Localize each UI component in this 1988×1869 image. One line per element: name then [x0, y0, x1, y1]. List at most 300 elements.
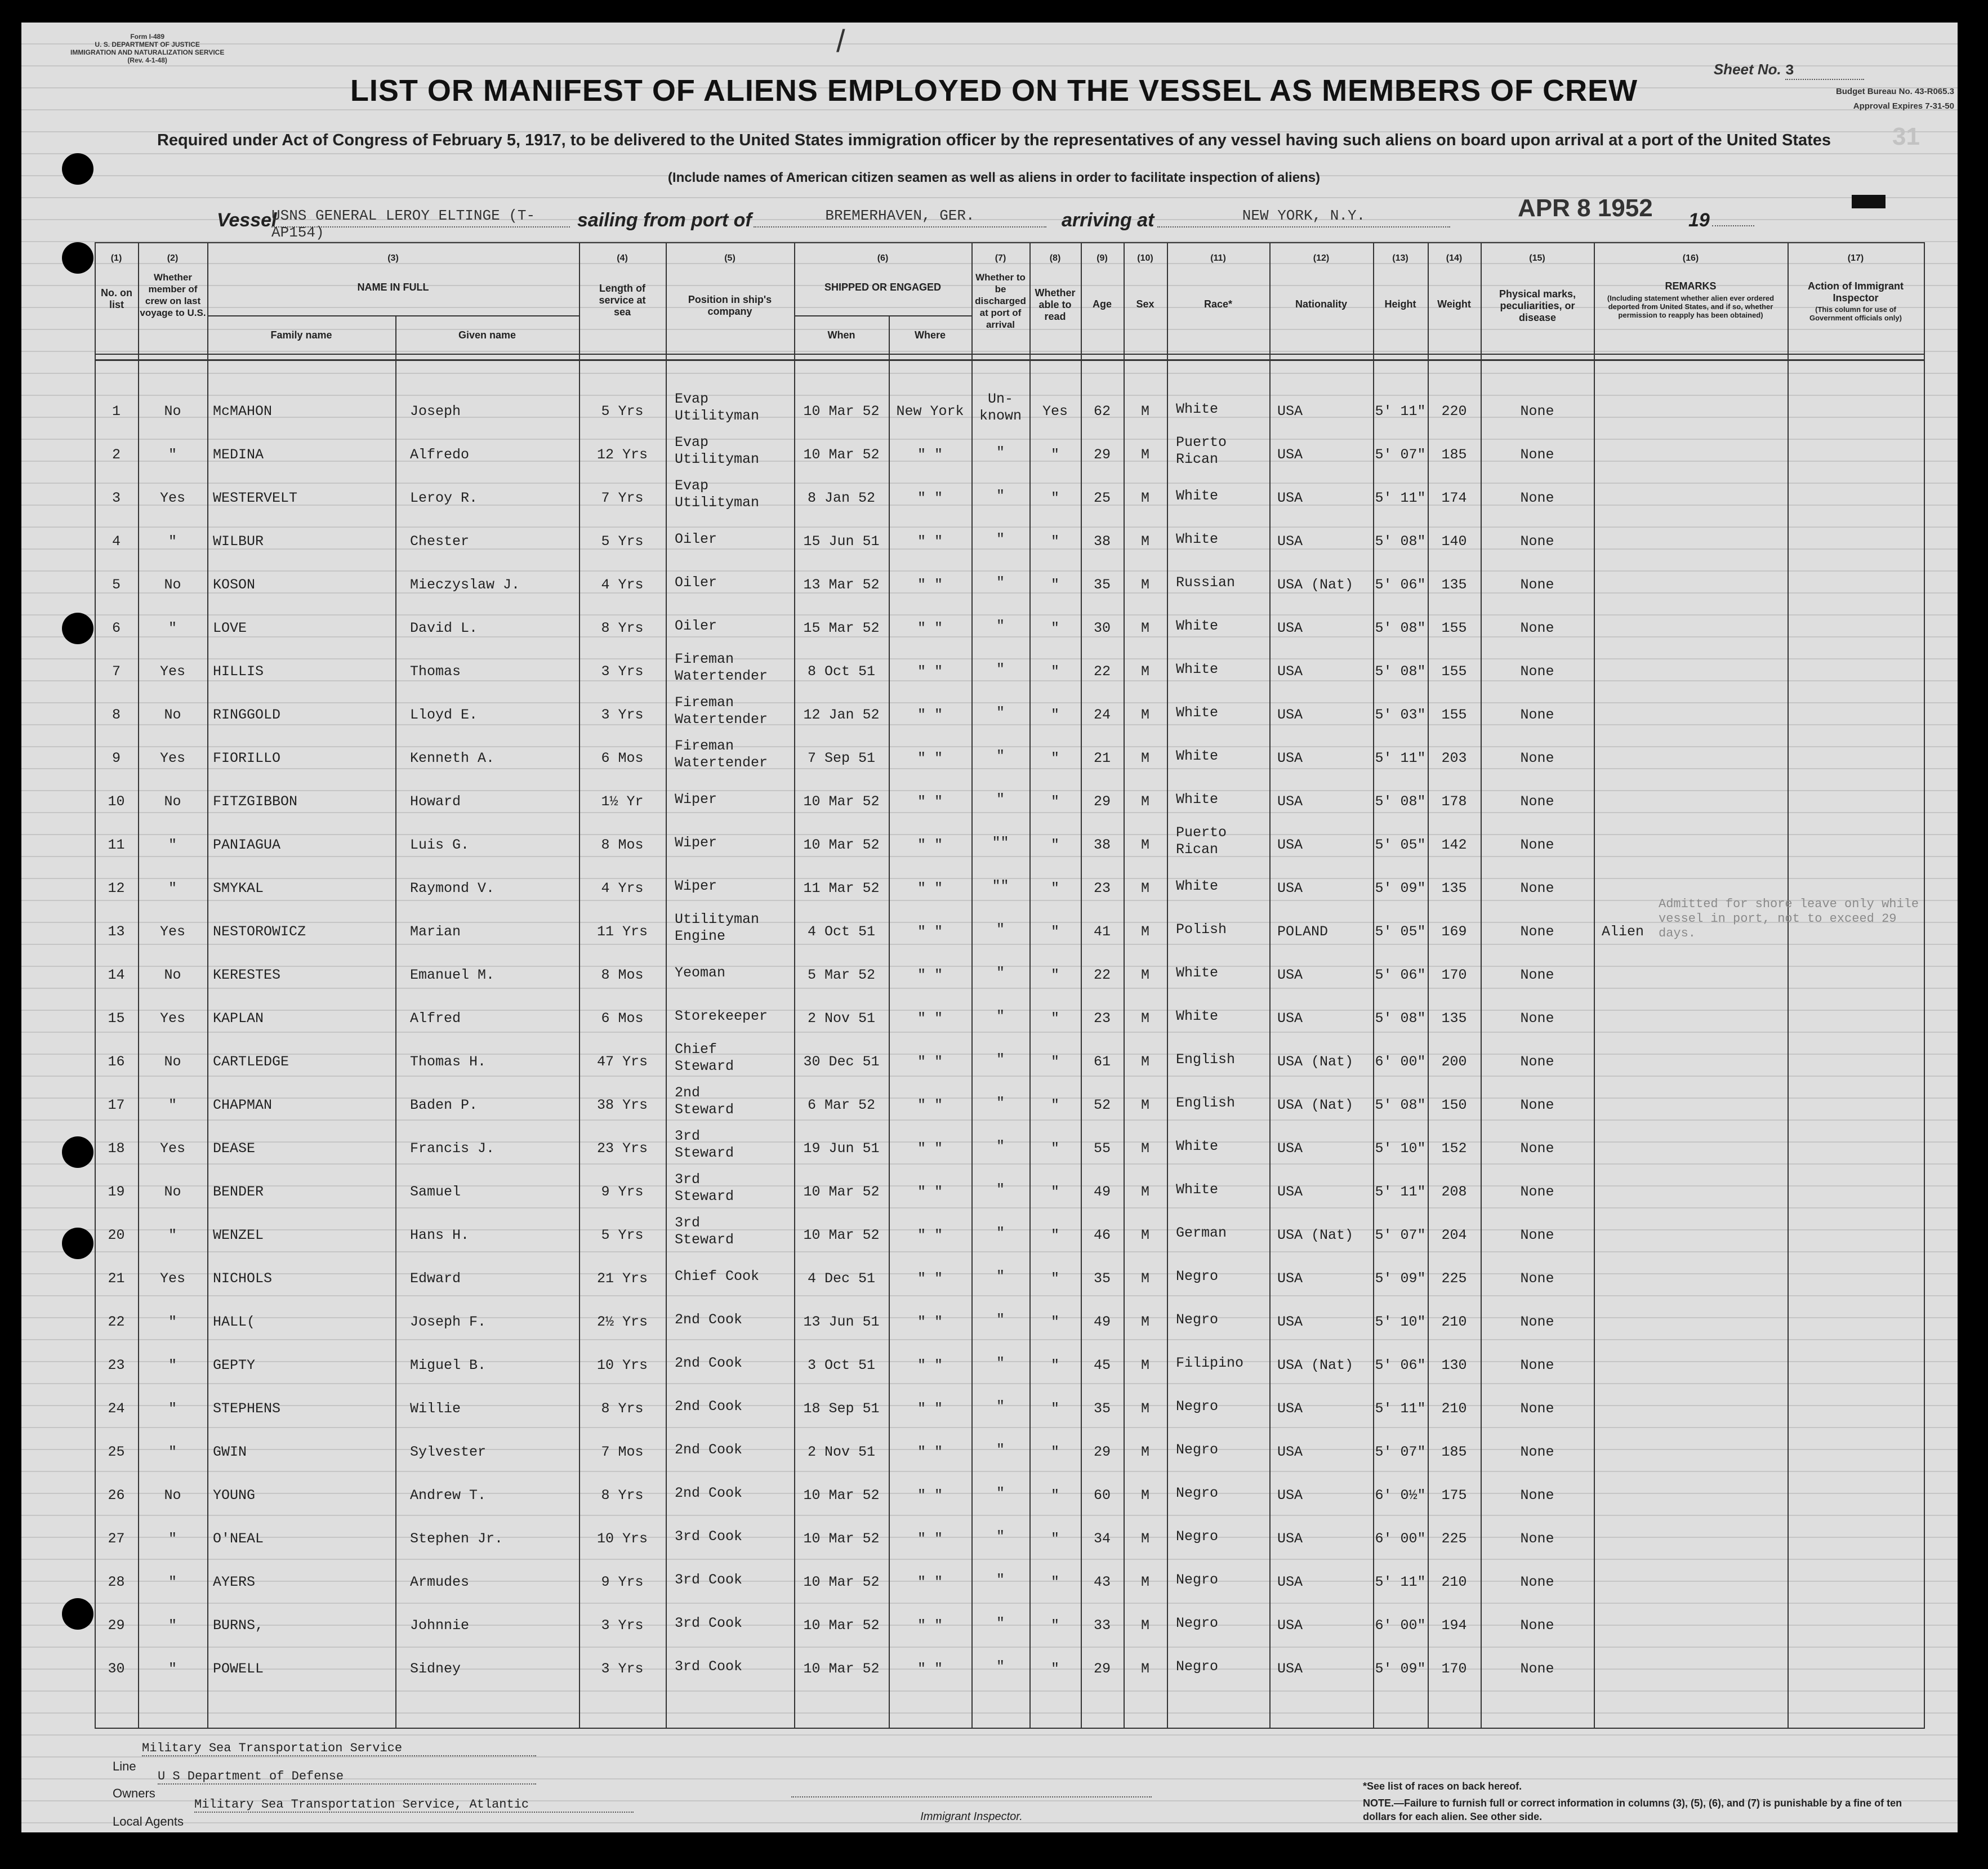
cell-family: WENZEL: [213, 1227, 264, 1243]
cell-given: Mieczyslaw J.: [410, 577, 520, 593]
cell-read: ": [1050, 663, 1059, 680]
table-row: [95, 952, 1925, 996]
cell-no: 4: [112, 533, 121, 550]
col-no-header: No. on list: [101, 287, 132, 310]
cell-height: 6' 00": [1375, 1054, 1426, 1070]
cell-when: 11 Mar 52: [803, 880, 880, 896]
cell-when: 10 Mar 52: [803, 1574, 880, 1590]
cell-nat: USA: [1277, 1314, 1303, 1330]
cell-read: ": [1050, 1097, 1059, 1113]
col-action-subheader: (This column for use of Government officials only): [1809, 305, 1902, 322]
cell-disch: ": [996, 748, 1005, 764]
cell-no: 9: [112, 750, 121, 766]
line-label: Line: [113, 1759, 136, 1773]
cell-when: 4 Dec 51: [807, 1270, 876, 1287]
table-row: [95, 432, 1925, 475]
cell-age: 23: [1093, 1010, 1111, 1027]
cell-when: 10 Mar 52: [803, 1227, 880, 1243]
cell-height: 5' 10": [1375, 1314, 1426, 1330]
cell-service: 9 Yrs: [601, 1574, 644, 1590]
cell-read: ": [1050, 1054, 1059, 1070]
col-read-header: Whether able to read: [1035, 287, 1076, 322]
cell-where: " ": [917, 1054, 943, 1070]
cell-age: 35: [1093, 1400, 1111, 1417]
cell-when: 10 Mar 52: [803, 1487, 880, 1504]
cell-weight: 170: [1441, 1661, 1467, 1677]
binder-hole: [62, 1136, 93, 1168]
cell-family: HILLIS: [213, 663, 264, 680]
col-discharge-header: Whether to be discharged at port of arrival: [975, 272, 1026, 330]
cell-nat: USA: [1277, 1140, 1303, 1157]
cell-race: Negro: [1176, 1268, 1219, 1284]
cell-given: Stephen Jr.: [410, 1531, 503, 1547]
cell-height: 5' 08": [1375, 663, 1426, 680]
cell-height: 5' 11": [1375, 1184, 1426, 1200]
cell-height: 5' 08": [1375, 1010, 1426, 1027]
col-crew-header: Whether member of crew on last voyage to U.S.: [140, 272, 206, 318]
cell-crew: ": [168, 620, 177, 636]
cell-no: 23: [108, 1357, 125, 1373]
cell-sex: M: [1140, 1140, 1149, 1157]
cell-crew: No: [164, 403, 181, 420]
cell-read: ": [1050, 577, 1059, 593]
cell-when: 15 Mar 52: [803, 620, 880, 636]
cell-height: 5' 11": [1375, 403, 1426, 420]
cell-crew: ": [168, 1314, 177, 1330]
cell-where: New York: [896, 403, 964, 420]
cell-age: 62: [1093, 403, 1111, 420]
cell-crew: No: [164, 1184, 181, 1200]
cell-where: " ": [917, 837, 943, 853]
owners-label: Owners: [113, 1786, 155, 1800]
cell-sex: M: [1140, 490, 1149, 506]
vessel-label: Vessel: [217, 209, 277, 231]
cell-nat: USA: [1277, 490, 1303, 506]
cell-family: NICHOLS: [213, 1270, 273, 1287]
cell-pos: 3rd Steward: [675, 1171, 734, 1205]
cell-marks: None: [1520, 1010, 1554, 1027]
cell-when: 10 Mar 52: [803, 1617, 880, 1634]
cell-pos: Wiper: [675, 878, 717, 894]
table-row: [95, 1386, 1925, 1429]
cell-where: " ": [917, 880, 943, 896]
cell-weight: 178: [1441, 793, 1467, 810]
cell-no: 6: [112, 620, 121, 636]
cell-service: 12 Yrs: [596, 447, 648, 463]
cell-sex: M: [1140, 620, 1149, 636]
remark-note-13: Admitted for shore leave only while vessel in port, not to exceed 29 days.: [1659, 897, 1919, 940]
cell-crew: No: [164, 1054, 181, 1070]
cell-when: 8 Jan 52: [807, 490, 876, 506]
cell-given: Raymond V.: [410, 880, 495, 896]
cell-sex: M: [1140, 577, 1149, 593]
cell-family: GWIN: [213, 1444, 247, 1460]
cell-pos: 2nd Cook: [675, 1355, 743, 1371]
cell-height: 5' 06": [1375, 1357, 1426, 1373]
table-row: [95, 1429, 1925, 1473]
cell-where: " ": [917, 1227, 943, 1243]
cell-nat: USA: [1277, 663, 1303, 680]
cell-age: 29: [1093, 1661, 1111, 1677]
table-row: [95, 1473, 1925, 1516]
cell-when: 19 Jun 51: [803, 1140, 880, 1157]
cell-no: 17: [108, 1097, 125, 1113]
cell-pos: 3rd Steward: [675, 1215, 734, 1248]
cell-where: " ": [917, 1617, 943, 1634]
cell-crew: ": [168, 1227, 177, 1243]
cell-where: " ": [917, 577, 943, 593]
cell-service: 4 Yrs: [601, 880, 644, 896]
cell-sex: M: [1140, 1487, 1149, 1504]
cell-family: STEPHENS: [213, 1400, 281, 1417]
cell-pos: Wiper: [675, 791, 717, 808]
cell-race: Russian: [1176, 574, 1236, 591]
cell-when: 18 Sep 51: [803, 1400, 880, 1417]
cell-crew: ": [168, 837, 177, 853]
cell-nat: USA: [1277, 403, 1303, 420]
cell-service: 5 Yrs: [601, 533, 644, 550]
col-weight-header: Weight: [1437, 298, 1471, 310]
cell-sex: M: [1140, 1617, 1149, 1634]
cell-family: RINGGOLD: [213, 707, 281, 723]
cell-weight: 174: [1441, 490, 1467, 506]
cell-read: ": [1050, 1357, 1059, 1373]
cell-age: 25: [1093, 490, 1111, 506]
cell-marks: None: [1520, 750, 1554, 766]
cell-sex: M: [1140, 1574, 1149, 1590]
table-row: [95, 562, 1925, 605]
cell-read: ": [1050, 1227, 1059, 1243]
cell-age: 29: [1093, 793, 1111, 810]
cell-age: 41: [1093, 924, 1111, 940]
cell-race: White: [1176, 704, 1219, 721]
cell-crew: No: [164, 1487, 181, 1504]
cell-weight: 220: [1441, 403, 1467, 420]
table-row: [95, 1299, 1925, 1342]
col-shipped-header: SHIPPED OR ENGAGED: [824, 282, 942, 293]
form-identifier: Form I-489 U. S. DEPARTMENT OF JUSTICE IMMIGRATION AND NATURALIZATION SERVICE (Rev. 4-1-48): [70, 33, 225, 64]
cell-service: 3 Yrs: [601, 1617, 644, 1634]
cell-no: 2: [112, 447, 121, 463]
cell-given: Kenneth A.: [410, 750, 495, 766]
cell-no: 3: [112, 490, 121, 506]
sheet-number: Sheet No. 3: [1714, 61, 1864, 80]
col-action-header: Action of Immigrant Inspector: [1808, 280, 1904, 304]
cell-marks: None: [1520, 577, 1554, 593]
cell-disch: "": [992, 878, 1009, 894]
cell-nat: USA: [1277, 1531, 1303, 1547]
cell-age: 35: [1093, 1270, 1111, 1287]
cell-where: " ": [917, 1357, 943, 1373]
cell-marks: None: [1520, 403, 1554, 420]
cell-age: 52: [1093, 1097, 1111, 1113]
cell-age: 29: [1093, 1444, 1111, 1460]
cell-age: 34: [1093, 1531, 1111, 1547]
table-row: [95, 1559, 1925, 1603]
cell-given: Howard: [410, 793, 461, 810]
cell-marks: None: [1520, 1314, 1554, 1330]
cell-given: Armudes: [410, 1574, 470, 1590]
cell-nat: USA: [1277, 447, 1303, 463]
cell-weight: 150: [1441, 1097, 1467, 1113]
cell-no: 16: [108, 1054, 125, 1070]
cell-crew: Yes: [159, 750, 185, 766]
cell-nat: USA: [1277, 1487, 1303, 1504]
cell-age: 35: [1093, 577, 1111, 593]
cell-family: KERESTES: [213, 967, 281, 983]
required-statement: Required under Act of Congress of February 5, 1917, to be delivered to the United States immigration officer by the representatives of any vessel having such aliens on board upon arrival at a port of the United States: [157, 131, 1831, 149]
cell-when: 13 Jun 51: [803, 1314, 880, 1330]
cell-where: " ": [917, 1574, 943, 1590]
agents-value: Military Sea Transportation Service, Atlantic: [194, 1797, 634, 1813]
cell-when: 10 Mar 52: [803, 447, 880, 463]
cell-service: 6 Mos: [601, 1010, 644, 1027]
cell-family: KAPLAN: [213, 1010, 264, 1027]
cell-pos: 3rd Cook: [675, 1528, 743, 1545]
cell-when: 7 Sep 51: [807, 750, 876, 766]
cell-given: Hans H.: [410, 1227, 470, 1243]
cell-sex: M: [1140, 1531, 1149, 1547]
cell-read: ": [1050, 533, 1059, 550]
cell-age: 55: [1093, 1140, 1111, 1157]
penalty-note: NOTE.—Failure to furnish full or correct information in columns (3), (5), (6), and (7) is punishable by a fine of ten dollars for each alien. See other side.: [1363, 1797, 1902, 1822]
cell-nat: USA (Nat): [1277, 1357, 1354, 1373]
cell-nat: USA: [1277, 1010, 1303, 1027]
cell-where: " ": [917, 1487, 943, 1504]
cell-pos: Fireman Watertender: [675, 694, 768, 728]
table-row: [95, 1169, 1925, 1212]
cell-crew: No: [164, 707, 181, 723]
cell-height: 5' 06": [1375, 967, 1426, 983]
cell-service: 11 Yrs: [596, 924, 648, 940]
top-mark: /: [836, 23, 845, 59]
table-row: [95, 1212, 1925, 1256]
table-row: [95, 1342, 1925, 1386]
cell-race: White: [1176, 531, 1219, 547]
cell-where: " ": [917, 793, 943, 810]
col-name-header: NAME IN FULL: [357, 282, 429, 293]
redaction-mark: [1852, 195, 1886, 208]
binder-hole: [62, 242, 93, 274]
cell-sex: M: [1140, 793, 1149, 810]
cell-crew: Yes: [159, 490, 185, 506]
cell-remarks: Alien: [1602, 924, 1644, 940]
cell-disch: ": [996, 1485, 1005, 1501]
cell-when: 6 Mar 52: [807, 1097, 876, 1113]
cell-read: ": [1050, 1444, 1059, 1460]
cell-weight: 130: [1441, 1357, 1467, 1373]
cell-given: Willie: [410, 1400, 461, 1417]
cell-height: 5' 08": [1375, 533, 1426, 550]
cell-weight: 155: [1441, 707, 1467, 723]
cell-weight: 225: [1441, 1270, 1467, 1287]
cell-given: Miguel B.: [410, 1357, 487, 1373]
cell-family: HALL(: [213, 1314, 256, 1330]
cell-marks: None: [1520, 447, 1554, 463]
cell-no: 13: [108, 924, 125, 940]
cell-read: ": [1050, 924, 1059, 940]
cell-pos: Evap Utilityman: [675, 434, 760, 467]
corner-mark: 31: [1892, 123, 1920, 150]
cell-sex: M: [1140, 1357, 1149, 1373]
cell-read: ": [1050, 793, 1059, 810]
cell-race: White: [1176, 488, 1219, 504]
table-row: [95, 1603, 1925, 1646]
table-row: [95, 649, 1925, 692]
table-row: [95, 605, 1925, 649]
races-note: *See list of races on back hereof.: [1363, 1781, 1522, 1792]
sheet-number-value: 3: [1785, 62, 1864, 80]
cell-height: 5' 09": [1375, 1661, 1426, 1677]
cell-crew: ": [168, 1357, 177, 1373]
cell-race: Negro: [1176, 1615, 1219, 1631]
cell-service: 9 Yrs: [601, 1184, 644, 1200]
cell-no: 28: [108, 1574, 125, 1590]
cell-age: 30: [1093, 620, 1111, 636]
cell-read: ": [1050, 620, 1059, 636]
cell-read: ": [1050, 1574, 1059, 1590]
cell-service: 8 Mos: [601, 837, 644, 853]
cell-family: MEDINA: [213, 447, 264, 463]
cell-race: White: [1176, 661, 1219, 677]
cell-where: " ": [917, 490, 943, 506]
cell-pos: Storekeeper: [675, 1008, 768, 1024]
cell-given: Marian: [410, 924, 461, 940]
col-remarks-header: REMARKS: [1665, 280, 1717, 292]
cell-race: Puerto Rican: [1176, 434, 1227, 467]
cell-service: 3 Yrs: [601, 663, 644, 680]
cell-disch: ": [996, 488, 1005, 504]
cell-no: 30: [108, 1661, 125, 1677]
cell-read: ": [1050, 1314, 1059, 1330]
cell-where: " ": [917, 924, 943, 940]
cell-height: 5' 06": [1375, 577, 1426, 593]
agents-label: Local Agents: [113, 1814, 184, 1828]
year-label: 19: [1688, 209, 1710, 231]
cell-no: 29: [108, 1617, 125, 1634]
sailing-label: sailing from port of: [577, 209, 752, 231]
cell-pos: Evap Utilityman: [675, 478, 760, 511]
cell-family: McMAHON: [213, 403, 273, 420]
cell-read: ": [1050, 967, 1059, 983]
cell-family: KOSON: [213, 577, 256, 593]
arriving-label: arriving at: [1062, 209, 1155, 231]
cell-family: GEPTY: [213, 1357, 256, 1373]
cell-sex: M: [1140, 663, 1149, 680]
cell-given: Joseph: [410, 403, 461, 420]
cell-disch: ": [996, 1138, 1005, 1154]
cell-service: 7 Mos: [601, 1444, 644, 1460]
cell-when: 4 Oct 51: [807, 924, 876, 940]
table-row: [95, 1126, 1925, 1169]
cell-weight: 135: [1441, 880, 1467, 896]
cell-read: ": [1050, 1617, 1059, 1634]
cell-service: 10 Yrs: [596, 1357, 648, 1373]
cell-family: O'NEAL: [213, 1531, 264, 1547]
cell-age: 23: [1093, 880, 1111, 896]
cell-when: 12 Jan 52: [803, 707, 880, 723]
cell-nat: USA: [1277, 967, 1303, 983]
cell-height: 6' 0½": [1375, 1487, 1426, 1504]
cell-disch: ": [996, 531, 1005, 547]
cell-given: Francis J.: [410, 1140, 495, 1157]
cell-race: White: [1176, 748, 1219, 764]
cell-where: " ": [917, 1270, 943, 1287]
cell-pos: 3rd Cook: [675, 1572, 743, 1588]
cell-sex: M: [1140, 837, 1149, 853]
cell-sex: M: [1140, 447, 1149, 463]
cell-when: 30 Dec 51: [803, 1054, 880, 1070]
cell-given: Andrew T.: [410, 1487, 487, 1504]
cell-pos: Wiper: [675, 835, 717, 851]
cell-service: 38 Yrs: [596, 1097, 648, 1113]
cell-given: Leroy R.: [410, 490, 478, 506]
cell-given: David L.: [410, 620, 478, 636]
cell-race: Polish: [1176, 921, 1227, 938]
cell-race: Negro: [1176, 1572, 1219, 1588]
cell-disch: ": [996, 1225, 1005, 1241]
cell-given: Luis G.: [410, 837, 470, 853]
table-row: [95, 519, 1925, 562]
cell-read: ": [1050, 707, 1059, 723]
cell-pos: Oiler: [675, 618, 717, 634]
cell-nat: USA (Nat): [1277, 1054, 1354, 1070]
cell-weight: 185: [1441, 1444, 1467, 1460]
cell-age: 29: [1093, 447, 1111, 463]
cell-no: 11: [108, 837, 125, 853]
cell-disch: ": [996, 1572, 1005, 1588]
cell-service: 5 Yrs: [601, 403, 644, 420]
cell-where: " ": [917, 1444, 943, 1460]
cell-when: 10 Mar 52: [803, 1531, 880, 1547]
cell-weight: 135: [1441, 577, 1467, 593]
cell-service: 8 Mos: [601, 967, 644, 983]
cell-no: 25: [108, 1444, 125, 1460]
cell-sex: M: [1140, 1400, 1149, 1417]
cell-when: 13 Mar 52: [803, 577, 880, 593]
cell-age: 22: [1093, 967, 1111, 983]
cell-family: FIORILLO: [213, 750, 281, 766]
cell-nat: USA (Nat): [1277, 1097, 1354, 1113]
cell-crew: ": [168, 1531, 177, 1547]
cell-pos: Fireman Watertender: [675, 738, 768, 771]
cell-nat: USA (Nat): [1277, 577, 1354, 593]
cell-sex: M: [1140, 1270, 1149, 1287]
col-given-header: Given name: [458, 329, 516, 341]
cell-marks: None: [1520, 1140, 1554, 1157]
cell-crew: ": [168, 1661, 177, 1677]
cell-weight: 203: [1441, 750, 1467, 766]
cell-weight: 140: [1441, 533, 1467, 550]
cell-race: White: [1176, 791, 1219, 808]
cell-pos: Oiler: [675, 531, 717, 547]
cell-height: 5' 08": [1375, 620, 1426, 636]
table-row: [95, 909, 1925, 952]
cell-read: ": [1050, 490, 1059, 506]
cell-service: 3 Yrs: [601, 707, 644, 723]
cell-height: 5' 10": [1375, 1140, 1426, 1157]
cell-weight: 169: [1441, 924, 1467, 940]
cell-disch: Un- known: [979, 391, 1022, 424]
cell-read: ": [1050, 447, 1059, 463]
cell-nat: USA: [1277, 533, 1303, 550]
cell-race: White: [1176, 965, 1219, 981]
cell-crew: Yes: [159, 1010, 185, 1027]
cell-race: Negro: [1176, 1485, 1219, 1501]
cell-age: 33: [1093, 1617, 1111, 1634]
cell-disch: ": [996, 574, 1005, 591]
cell-age: 22: [1093, 663, 1111, 680]
